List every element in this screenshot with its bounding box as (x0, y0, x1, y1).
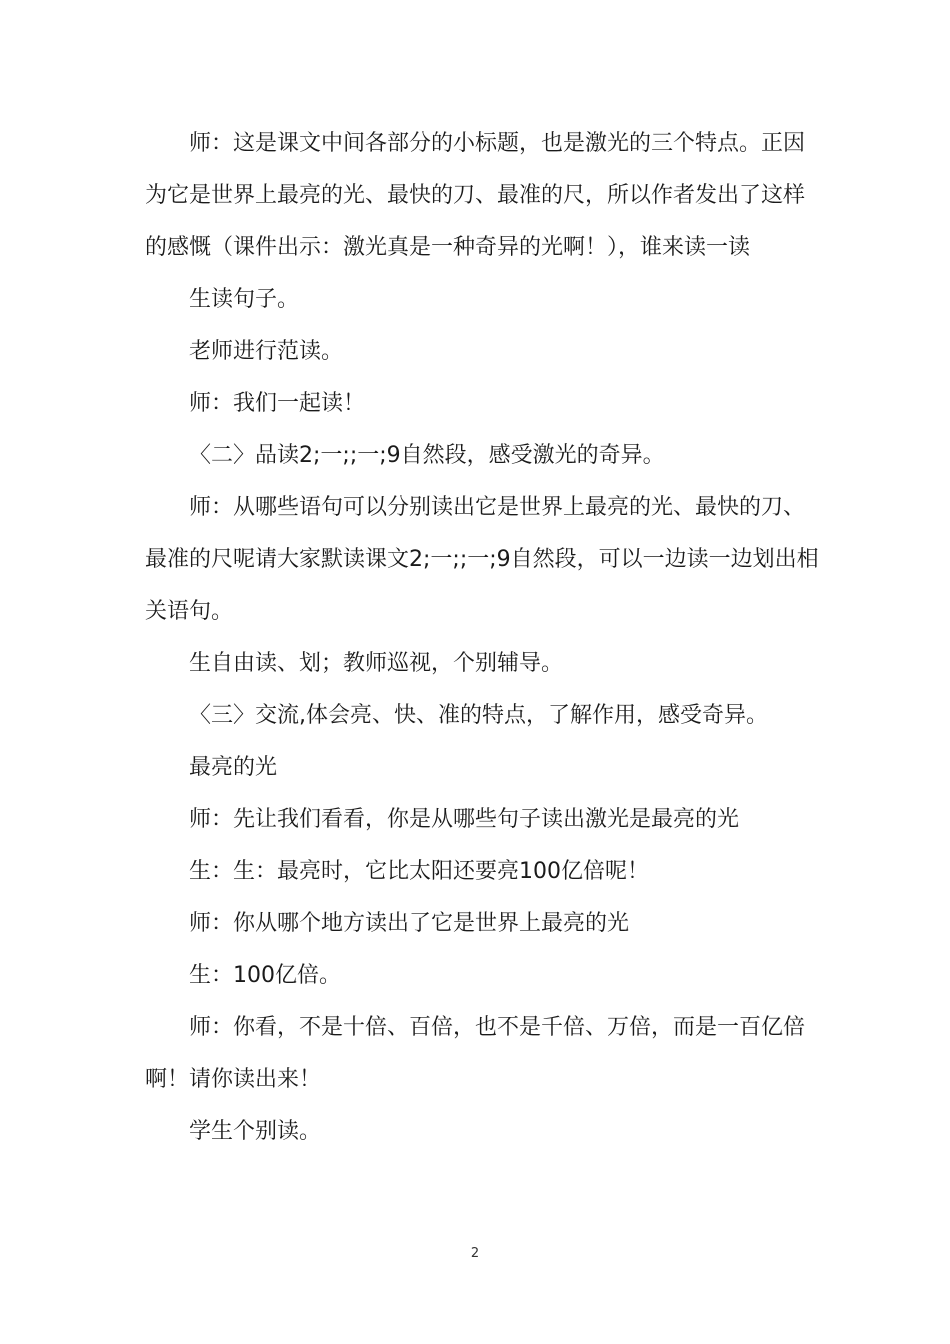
paragraph: 师：从哪些语句可以分别读出它是世界上最亮的光、最快的刀、最准的尺呢请大家默读课文2;一;;一;9自然段，可以一边读一边划出相关语句。 (145, 495, 819, 624)
paragraph: 师：我们一起读！ (189, 391, 366, 416)
paragraph: 师：这是课文中间各部分的小标题，也是激光的三个特点。正因为它是世界上最亮的光、最快的刀、最准的尺，所以作者发出了这样的感慨（课件出示：激光真是一种奇异的光啊！），谁来读一读 (145, 131, 806, 260)
paragraph: 生读句子。 (189, 287, 300, 312)
paragraph: 学生个别读。 (189, 1119, 322, 1144)
subheading: 最亮的光 (189, 755, 278, 780)
paragraph: 老师进行范读。 (189, 339, 344, 364)
document-body (145, 118, 825, 1158)
paragraph: 师：你看，不是十倍、百倍，也不是千倍、万倍，而是一百亿倍啊！请你读出来！ (145, 1015, 806, 1092)
paragraph: 生：生：最亮时，它比太阳还要亮100亿倍呢！ (189, 859, 649, 884)
paragraph: 生：100亿倍。 (189, 963, 341, 988)
section-heading: 〈三〉交流,体会亮、快、准的特点，了解作用，感受奇异。 (189, 703, 768, 728)
paragraph: 师：你从哪个地方读出了它是世界上最亮的光 (189, 911, 630, 936)
paragraph: 生自由读、划；教师巡视，个别辅导。 (189, 651, 564, 676)
paragraph: 师：先让我们看看，你是从哪些句子读出激光是最亮的光 (189, 807, 740, 832)
page-number: 2 (470, 1246, 480, 1261)
section-heading: 〈二〉品读2;一;;一;9自然段，感受激光的奇异。 (189, 443, 665, 468)
